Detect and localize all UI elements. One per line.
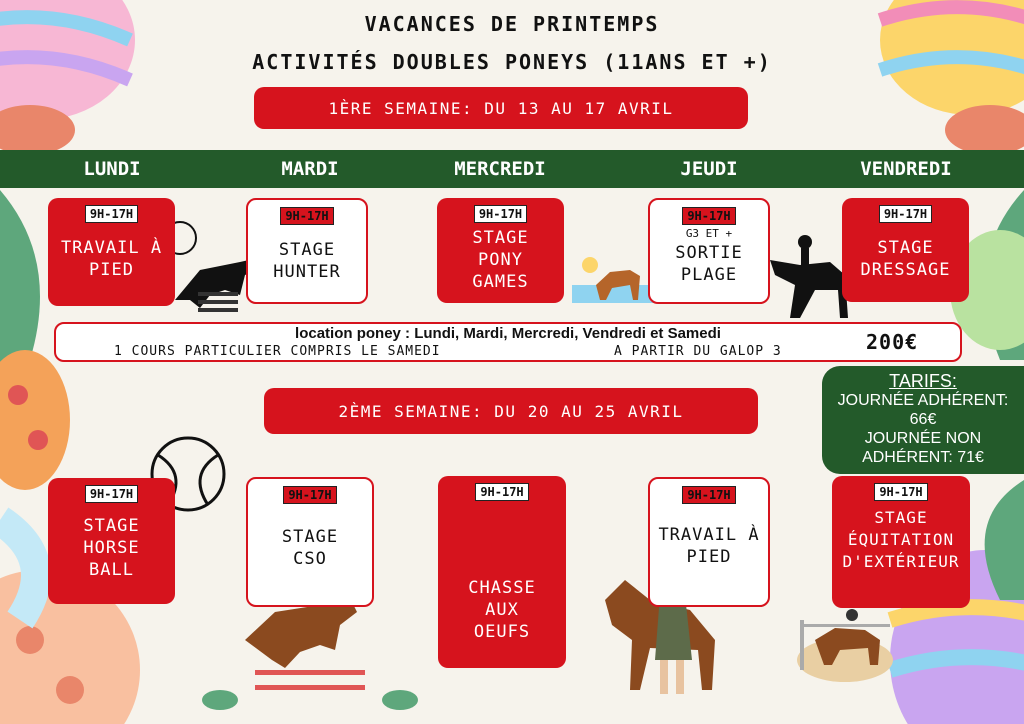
time-badge: 9H-17H: [874, 483, 927, 501]
activity-label: STAGE HORSE BALL: [83, 516, 140, 580]
week1-banner: 1ÈRE SEMAINE: DU 13 AU 17 AVRIL: [254, 87, 748, 129]
pricing-panel: [822, 366, 1024, 474]
activity-card: [246, 477, 374, 607]
time-badge: 9H-17H: [474, 205, 527, 223]
activity-label: CHASSE AUX OEUFS: [468, 578, 536, 642]
activity-card: [48, 478, 175, 604]
activity-label: TRAVAIL À PIED: [60, 238, 163, 280]
activity-card: [437, 198, 564, 303]
time-badge: 9H-17H: [475, 483, 528, 501]
day-label-vendredi: VENDREDI: [860, 158, 952, 180]
pricing-nonmember-label: JOURNÉE NON: [864, 430, 982, 447]
activity-card: [648, 477, 770, 607]
activity-card: [842, 198, 969, 302]
activity-label: TRAVAIL À PIED: [658, 525, 760, 567]
time-badge: 9H-17H: [879, 205, 932, 223]
level-note: G3 ET +: [685, 227, 733, 240]
activity-card: [648, 198, 770, 304]
time-badge: 9H-17H: [283, 486, 336, 504]
time-badge: 9H-17H: [280, 207, 333, 225]
pricing-member-price: 66€: [909, 411, 937, 428]
time-badge: 9H-17H: [85, 485, 138, 503]
rental-note-right: A PARTIR DU GALOP 3: [614, 344, 782, 359]
day-label-mardi: MARDI: [281, 158, 339, 180]
activity-label: STAGE ÉQUITATION D'EXTÉRIEUR: [842, 508, 960, 571]
trail-ride-horse-icon: [797, 609, 893, 682]
activity-label: STAGE PONY GAMES: [472, 228, 529, 292]
activity-label: STAGE HUNTER: [273, 240, 341, 282]
dressage-horse-icon: [770, 235, 848, 318]
activity-card: [246, 198, 368, 304]
pricing-title: TARIFS:: [889, 371, 957, 391]
activity-label: SORTIE PLAGE: [675, 243, 743, 285]
pony-rental-box: [54, 322, 962, 362]
page-title: VACANCES DE PRINTEMPS: [364, 12, 660, 36]
page-subtitle: ACTIVITÉS DOUBLES PONEYS (11ANS ET +): [252, 50, 772, 74]
day-label-lundi: LUNDI: [83, 158, 141, 180]
activity-label: STAGE DRESSAGE: [860, 238, 951, 280]
week2-banner: 2ÈME SEMAINE: DU 20 AU 25 AVRIL: [264, 388, 758, 434]
pricing-member-label: JOURNÉE ADHÉRENT:: [837, 392, 1009, 409]
pricing-nonmember-price: ADHÉRENT: 71€: [862, 449, 984, 466]
rental-title: location poney : Lundi, Mardi, Mercredi, Vendredi et Samedi: [295, 325, 721, 342]
time-badge: 9H-17H: [682, 486, 735, 504]
time-badge: 9H-17H: [85, 205, 138, 223]
rental-price: 200€: [866, 330, 919, 354]
day-label-mercredi: MERCREDI: [454, 158, 546, 180]
day-label-jeudi: JEUDI: [680, 158, 738, 180]
rental-note-left: 1 COURS PARTICULIER COMPRIS LE SAMEDI: [114, 344, 441, 359]
activity-card: [438, 476, 566, 668]
time-badge: 9H-17H: [682, 207, 735, 225]
activity-card: [832, 476, 970, 608]
activity-card: [48, 198, 175, 306]
activity-label: STAGE CSO: [281, 527, 339, 569]
